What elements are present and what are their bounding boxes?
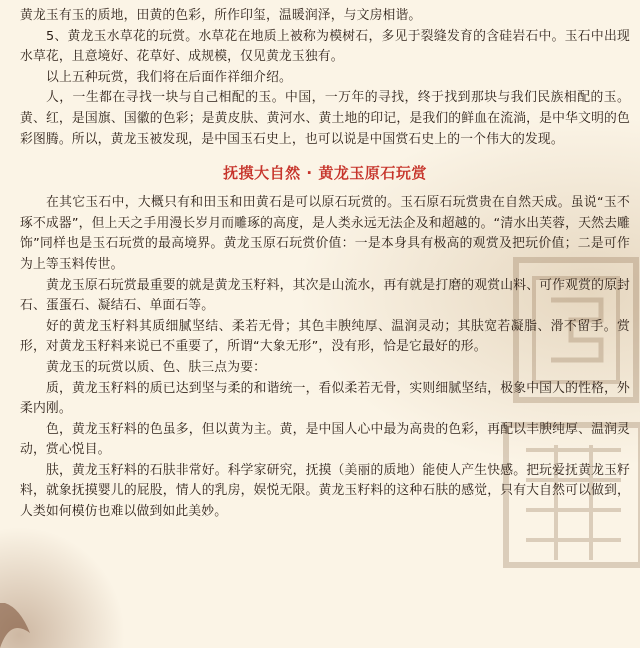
- paragraph: 黄龙玉有玉的质地，田黄的色彩，所作印玺，温暖润泽，与文房相谐。: [20, 8, 422, 23]
- paragraph: 黄龙玉的玩赏以质、色、肤三点为要：: [46, 359, 267, 375]
- paragraph: 5、黄龙玉水草花的玩赏。水草花在地质上被称为模树石，多见于裂缝发育的含硅岩石中。玉石中出现水草花，且意境好、花草好、成规模，仅见黄龙玉独有。: [20, 28, 630, 65]
- intro-paragraphs: [20, 6, 630, 150]
- paragraph: 肤，黄龙玉籽料的石肤非常好。科学家研究，抚摸（美丽的质地）能使人产生快感。把玩爱抚黄龙玉籽料，就象抚摸婴儿的屁股，情人的乳房，娱悦无限。黄龙玉籽料的这种石肤的感觉，只有大自然可以做到，人类如何模仿也难以做到如此美妙。: [20, 462, 630, 520]
- section-title: 抚摸大自然 · 黄龙玉原石玩赏: [223, 164, 427, 183]
- paragraph: 黄龙玉原石玩赏最重要的就是黄龙玉籽料，其次是山流水，再有就是打磨的观赏山料、可作观赏的原封石、蛋蛋石、凝结石、单面石等。: [20, 277, 630, 314]
- paragraph: 人，一生都在寻找一块与自己相配的玉。中国，一万年的寻找，终于找到那块与我们民族相配的玉。黄、红，是国旗、国徽的色彩；是黄皮肤、黄河水、黄土地的印记，是我们的鲜血在流淌，是中华文明的色彩图腾。所以，黄龙玉被发现，是中国玉石史上，也可以说是中国赏石史上的一个伟大的发现。: [20, 90, 630, 147]
- paragraph: 色，黄龙玉籽料的色虽多，但以黄为主。黄，是中国人心中最为高贵的色彩，再配以丰腴纯厚、温润灵动，赏心悦目。: [20, 421, 630, 458]
- paragraph: 质，黄龙玉籽料的质已达到坚与柔的和谐统一，看似柔若无骨，实则细腻坚结，极象中国人的性格，外柔内刚。: [20, 380, 630, 417]
- article-body: [20, 6, 630, 523]
- paragraph: 以上五种玩赏，我们将在后面作祥细介绍。: [46, 69, 292, 85]
- paragraph: 好的黄龙玉籽料其质细腻坚结、柔若无骨；其色丰腴纯厚、温润灵动；其肤宽若凝脂、滑不留手。赏形，对黄龙玉籽料来说已不重要了，所谓“大象无形”，没有形，恰是它最好的形。: [20, 318, 630, 355]
- corner-ornament: [0, 588, 40, 648]
- paragraph: 在其它玉石中，大概只有和田玉和田黄石是可以原石玩赏的。玉石原石玩赏贵在自然天成。虽说“玉不琢不成器”，但上天之手用漫长岁月而雕琢的高度，是人类永远无法企及和超越的。“清水出芙蓉，天然去雕饰”同样也是玉石玩赏的最高境界。黄龙玉原石玩赏价值：一是本身具有极高的观赏及把玩价值；二是可作为上等玉料传世。: [20, 195, 630, 272]
- appreciation-paragraphs: [20, 193, 630, 523]
